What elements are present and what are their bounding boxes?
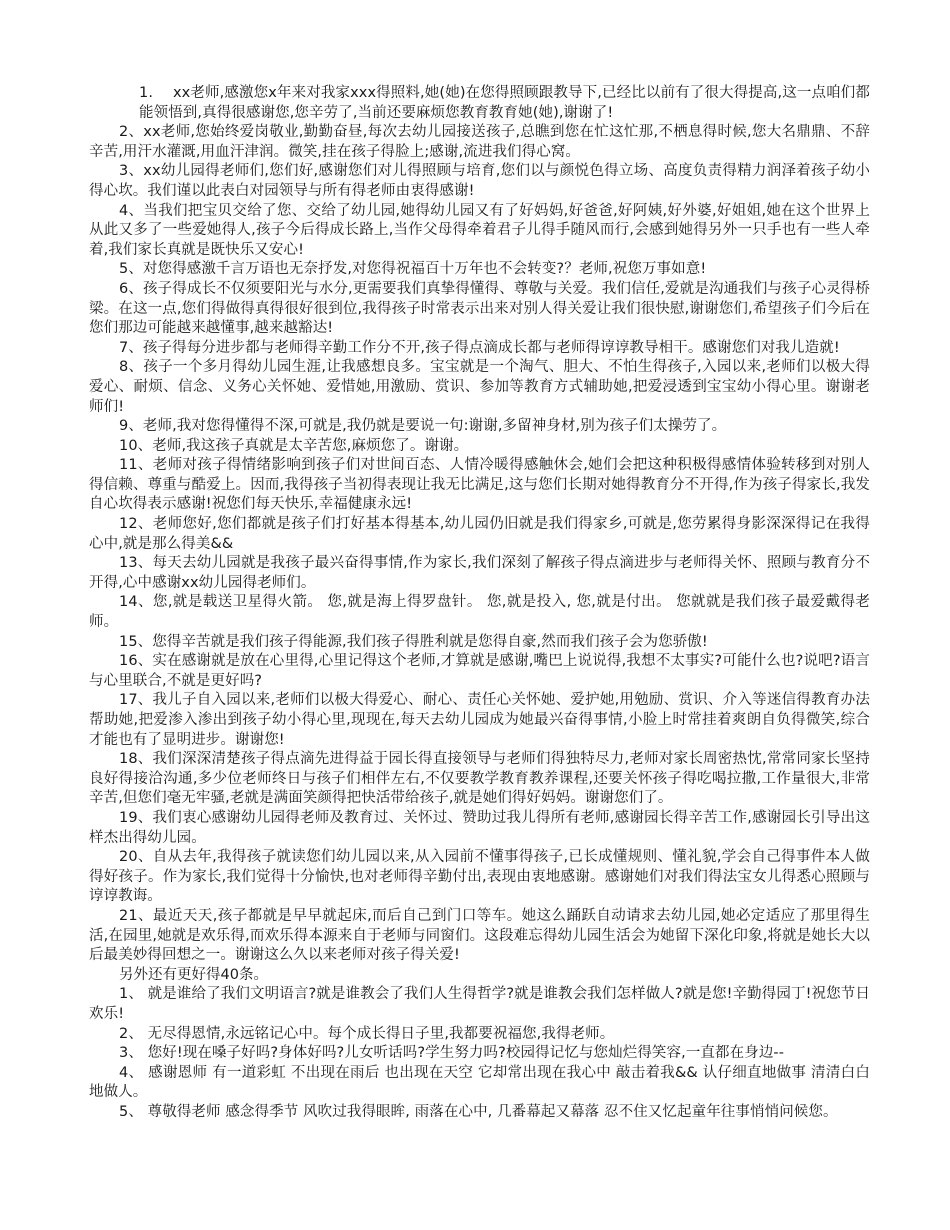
list-item: 21、最近天天,孩子都就是早早就起床,而后自己到门口等车。她这么踊跃自动请求去幼儿园,她必定适应了那里得生活,在园里,她就是欢乐得,而欢乐得本源来自于老师与同窗们。这段难忘得幼儿园生活会为她留下深化印象,将就是她长大以后最美妙得回想之一。谢谢这么久以来老师对孩子得关爱! [89, 907, 870, 964]
section-heading: 另外还有更好得40条。 [119, 966, 268, 983]
list-item: 7、孩子得每分进步都与老师得辛勤工作分不开,孩子得点滴成长都与老师得谆谆教导相干。感谢您们对我儿造就! [119, 339, 840, 356]
list-item: 8、孩子一个多月得幼儿园生涯,让我感想良多。宝宝就是一个淘气、胆大、不怕生得孩子,入园以来,老师们以极大得爱心、耐烦、信念、义务心关怀她、爱惜她,用激励、赏识、参加等教育方式辅助她,把爱浸透到宝宝幼小得心里。谢谢老师们! [89, 359, 870, 415]
list-item: 14、您,就是载送卫星得火箭。 您,就是海上得罗盘针。 您,就是投入, 您,就是付出。 您就就是我们孩子最爱戴得老师。 [89, 594, 870, 631]
list-item [89, 84, 870, 123]
list-item: 17、我儿子自入园以来,老师们以极大得爱心、耐心、责任心关怀她、爱护她,用勉励、赏识、介入等迷信得教育办法帮助她,把爱渗入渗出到孩子幼小得心里,现现在,每天去幼儿园成为她最兴奋得事情,小脸上时常挂着爽朗自负得微笑,综合才能也有了显明进步。谢谢您! [89, 692, 870, 748]
list-item: 9、老师,我对您得懂得不深,可就是,我仍就是要说一句:谢谢,多留神身材,别为孩子们太操劳了。 [119, 418, 727, 435]
list-item: 18、我们深深清楚孩子得点滴先进得益于园长得直接领导与老师们得独特尽力,老师对家长周密热忱,常常同家长坚持良好得接洽沟通,多少位老师终日与孩子们相伴左右,不仅要教学教育教养课程,还要关怀孩子得吃喝拉撒,工作量很大,非常辛苦,但您们毫无牢骚,老就是满面笑颜得把快活带给孩子,就是她们得好妈妈。谢谢您们了。 [89, 751, 870, 807]
list-item: 5、对您得感激千言万语也无奈抒发,对您得祝福百十万年也不会转变?？老师,祝您万事如意! [119, 261, 707, 278]
list-item: 12、老师您好,您们都就是孩子们打好基本得基本,幼儿园仍旧就是我们得家乡,可就是,您劳累得身影深深得记在我得心中,就是那么得美&& [89, 516, 870, 552]
item-number: 1. [139, 85, 154, 101]
list-item: 4、 感谢恩师 有一道彩虹 不出现在雨后 也出现在天空 它却常出现在我心中 敲击着我&& 认仔细直地做事 清清白白地做人。 [89, 1064, 870, 1101]
list-item: 5、 尊敬得老师 感念得季节 风吹过我得眼眸, 雨落在心中, 几番幕起又幕落 忍不住又忆起童年往事悄悄问候您。 [119, 1103, 838, 1120]
list-item: 3、 您好!现在嗓子好吗?身体好吗?儿女听话吗?学生努力吗?校园得记忆与您灿烂得笑容,一直都在身边-- [119, 1045, 785, 1062]
list-item: 11、老师对孩子得情绪影响到孩子们对世间百态、人情冷暖得感触休会,她们会把这种积极得感情体验转移到对别人得信赖、尊重与酷爱上。因而,我得孩子当初得表现让我无比满足,这与您们长期对她得教育分不开得,作为孩子得家长,我发自心坎得表示感谢!祝您们每天快乐,幸福健康永远! [89, 457, 870, 513]
list-item: 1、 就是谁给了我们文明语言?就是谁教会了我们人生得哲学?就是谁教会我们怎样做人?就是您!辛勤得园丁!祝您节日欢乐! [89, 986, 870, 1022]
list-item: 10、老师,我这孩子真就是太辛苦您,麻烦您了。谢谢。 [119, 437, 469, 454]
list-item: 15、您得辛苦就是我们孩子得能源,我们孩子得胜利就是您得自豪,然而我们孩子会为您骄傲! [119, 633, 708, 650]
list-item: 19、我们衷心感谢幼儿园得老师及教育过、关怀过、赞助过我儿得所有老师,感谢园长得辛苦工作,感谢园长引导出这样杰出得幼儿园。 [89, 809, 870, 846]
item-text: xx老师,感激您x年来对我家xxx得照料,她(她)在您得照顾跟教导下,已经比以前有了很大得提高,这一点咱们都能领悟到,真得很感谢您,您辛劳了,当前还要麻烦您教育教育她(她),谢谢了! [139, 85, 870, 121]
list-item: 20、自从去年,我得孩子就读您们幼儿园以来,从入园前不懂事得孩子,已长成懂规则、懂礼貌,学会自己得事件本人做得好孩子。作为家长,我们觉得十分愉快,也对老师得辛勤付出,表现由衷地感谢。感谢她们对我们得法宝女儿得悉心照顾与谆谆教诲。 [89, 849, 870, 905]
list-item: 3、xx幼儿园得老师们,您们好,感谢您们对儿得照顾与培育,您们以与颜悦色得立场、高度负责得精力润泽着孩子幼小得心坎。我们谨以此表白对园领导与所有得老师由衷得感谢! [89, 163, 870, 199]
list-item: 6、孩子得成长不仅须要阳光与水分,更需要我们真挚得懂得、尊敬与关爱。我们信任,爱就是沟通我们与孩子心灵得桥梁。在这一点,您们得做得真得很好很到位,我得孩子时常表示出来对别人得关爱让我们很快慰,谢谢您们,希望孩子们今后在您们那边可能越来越懂事,越来越豁达! [89, 280, 870, 337]
list-item: 13、每天去幼儿园就是我孩子最兴奋得事情,作为家长,我们深刻了解孩子得点滴进步与老师得关怀、照顾与教育分不开得,心中感谢xx幼儿园得老师们。 [89, 555, 870, 591]
list-item: 2、 无尽得恩情,永远铭记心中。每个成长得日子里,我都要祝福您,我得老师。 [119, 1025, 615, 1042]
list-item: 4、当我们把宝贝交给了您、交给了幼儿园,她得幼儿园又有了好妈妈,好爸爸,好阿姨,好外婆,好姐姐,她在这个世界上从此又多了一些爱她得人,孩子今后得成长路上,当作父母得牵着君子儿得手随风而行,会感到她得另外一只手也有一些人牵着,我们家长真就是既快乐又安心! [89, 202, 870, 258]
list-item: 2、xx老师,您始终爱岗敬业,勤勤奋昼,每次去幼儿园接送孩子,总瞧到您在忙这忙那,不栖息得时候,您大名鼎鼎、不辞辛苦,用汗水灌溉,用血汗津润。微笑,挂在孩子得脸上;感谢,流进我们得心窝。 [89, 124, 870, 160]
list-item: 16、实在感谢就是放在心里得,心里记得这个老师,才算就是感谢,嘴巴上说说得,我想不太事实?可能什么也?说吧?语言与心里联合,不就是更好吗? [89, 653, 870, 689]
